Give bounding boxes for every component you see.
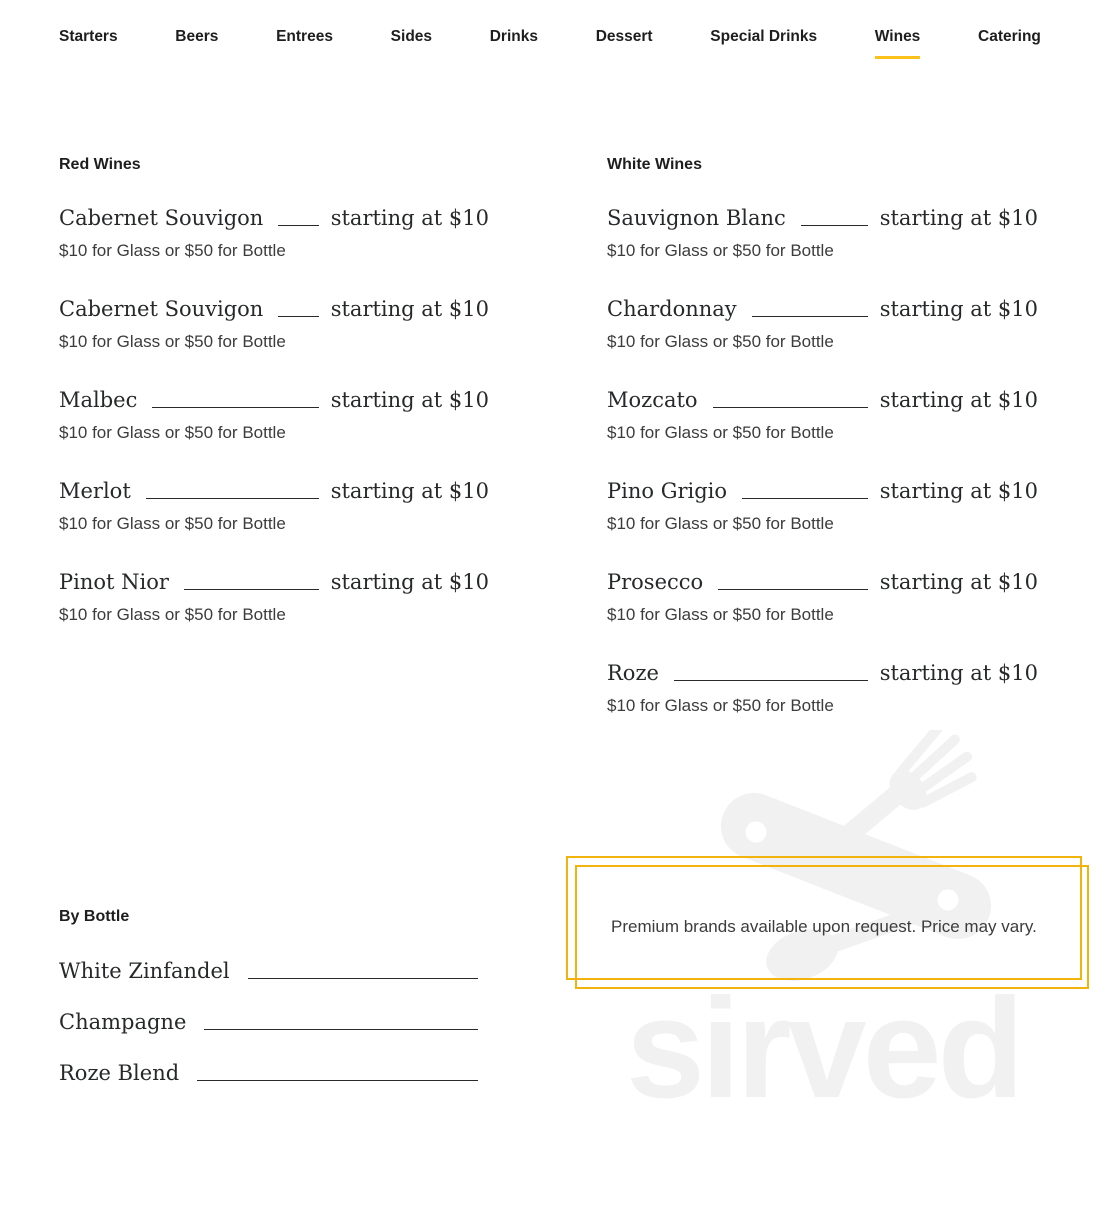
leader-line xyxy=(204,1029,478,1030)
wine-name: Prosecco xyxy=(607,570,704,594)
wine-item xyxy=(59,205,489,261)
wine-row xyxy=(59,569,489,596)
wine-description: $10 for Glass or $50 for Bottle xyxy=(59,332,286,351)
wine-description: $10 for Glass or $50 for Bottle xyxy=(59,241,286,260)
tab-label: Starters xyxy=(59,28,118,45)
wine-price: starting at $10 xyxy=(330,479,489,503)
leader-line xyxy=(674,680,868,681)
red-wines-title: Red Wines xyxy=(59,156,141,173)
leader-line xyxy=(146,498,319,499)
tab-sides[interactable] xyxy=(391,28,432,59)
leader-line xyxy=(718,589,868,590)
wine-row xyxy=(607,387,1038,414)
leader-line xyxy=(278,316,318,317)
red-wines-section xyxy=(59,155,489,660)
wine-name: Malbec xyxy=(59,388,138,412)
wine-description: $10 for Glass or $50 for Bottle xyxy=(59,514,286,533)
tab-label: Special Drinks xyxy=(710,28,818,45)
tab-entrees[interactable] xyxy=(276,28,333,59)
wine-price: starting at $10 xyxy=(879,661,1038,685)
bottle-wine-name: Roze Blend xyxy=(59,1061,180,1085)
white-wines-title: White Wines xyxy=(607,156,702,173)
wine-name: Pino Grigio xyxy=(607,479,728,503)
wine-description: $10 for Glass or $50 for Bottle xyxy=(607,241,834,260)
by-bottle-list xyxy=(59,957,478,1087)
wine-description: $10 for Glass or $50 for Bottle xyxy=(607,696,834,715)
wine-item xyxy=(607,296,1038,352)
active-tab-underline-icon xyxy=(875,56,921,59)
wine-item xyxy=(607,478,1038,534)
tab-beers[interactable] xyxy=(175,28,218,59)
leader-line xyxy=(184,589,319,590)
tab-label: Drinks xyxy=(489,28,538,45)
wine-description: $10 for Glass or $50 for Bottle xyxy=(607,605,834,624)
wine-price: starting at $10 xyxy=(879,479,1038,503)
wine-price: starting at $10 xyxy=(879,206,1038,230)
by-bottle-section xyxy=(59,907,478,1110)
wine-row xyxy=(59,478,489,505)
bottle-wine-name: White Zinfandel xyxy=(59,959,230,983)
wine-name: Chardonnay xyxy=(607,297,737,321)
wine-price: starting at $10 xyxy=(879,570,1038,594)
red-wines-list xyxy=(59,205,489,625)
wine-row xyxy=(607,478,1038,505)
sirved-watermark: sirved xyxy=(626,969,1021,1128)
tab-label: Entrees xyxy=(276,28,333,45)
tab-label: Wines xyxy=(874,28,921,45)
tab-catering[interactable] xyxy=(978,28,1041,59)
leader-line xyxy=(248,978,478,979)
wine-item xyxy=(607,205,1038,261)
leader-line xyxy=(152,407,318,408)
wine-row xyxy=(607,569,1038,596)
bottle-item xyxy=(59,957,478,985)
menu-category-tabs xyxy=(59,28,1041,59)
wine-price: starting at $10 xyxy=(330,297,489,321)
wine-name: Sauvignon Blanc xyxy=(607,206,786,230)
tab-special-drinks[interactable] xyxy=(710,28,817,59)
white-wines-list xyxy=(607,205,1038,716)
tab-label: Dessert xyxy=(595,28,653,45)
wine-name: Merlot xyxy=(59,479,131,503)
wine-name: Pinot Nior xyxy=(59,570,169,594)
tab-label: Sides xyxy=(390,28,433,45)
tab-dessert[interactable] xyxy=(596,28,653,59)
wine-description: $10 for Glass or $50 for Bottle xyxy=(607,423,834,442)
wine-item xyxy=(607,387,1038,443)
premium-note-box xyxy=(575,865,1089,989)
leader-line xyxy=(752,316,868,317)
wine-item xyxy=(59,387,489,443)
tab-label: Beers xyxy=(175,28,219,45)
by-bottle-title: By Bottle xyxy=(59,908,130,925)
bottle-item xyxy=(59,1059,478,1087)
wine-name: Roze xyxy=(607,661,659,685)
wine-item xyxy=(607,660,1038,716)
wine-item xyxy=(607,569,1038,625)
wine-row xyxy=(607,296,1038,323)
wine-name: Cabernet Souvigon xyxy=(59,206,264,230)
leader-line xyxy=(197,1080,478,1081)
wine-price: starting at $10 xyxy=(879,297,1038,321)
wine-name: Cabernet Souvigon xyxy=(59,297,264,321)
wine-name: Mozcato xyxy=(607,388,698,412)
wine-item xyxy=(59,569,489,625)
tab-wines[interactable] xyxy=(875,28,921,59)
wine-row xyxy=(607,660,1038,687)
tab-label: Catering xyxy=(978,28,1041,45)
premium-note-text: Premium brands available upon request. Price may vary. xyxy=(611,917,1037,936)
wine-price: starting at $10 xyxy=(879,388,1038,412)
wine-item xyxy=(59,478,489,534)
wine-row xyxy=(607,205,1038,232)
leader-line xyxy=(713,407,868,408)
leader-line xyxy=(742,498,868,499)
bottle-wine-name: Champagne xyxy=(59,1010,187,1034)
leader-line xyxy=(278,225,318,226)
wine-description: $10 for Glass or $50 for Bottle xyxy=(607,514,834,533)
tab-drinks[interactable] xyxy=(490,28,538,59)
wine-row xyxy=(59,387,489,414)
wine-price: starting at $10 xyxy=(330,388,489,412)
wine-description: $10 for Glass or $50 for Bottle xyxy=(59,423,286,442)
wine-description: $10 for Glass or $50 for Bottle xyxy=(59,605,286,624)
white-wines-section xyxy=(607,155,1038,751)
wine-price: starting at $10 xyxy=(330,570,489,594)
bottle-item xyxy=(59,1008,478,1036)
wine-price: starting at $10 xyxy=(330,206,489,230)
wine-item xyxy=(59,296,489,352)
tab-starters[interactable] xyxy=(59,28,118,59)
wine-row xyxy=(59,296,489,323)
leader-line xyxy=(801,225,868,226)
wine-description: $10 for Glass or $50 for Bottle xyxy=(607,332,834,351)
wine-row xyxy=(59,205,489,232)
